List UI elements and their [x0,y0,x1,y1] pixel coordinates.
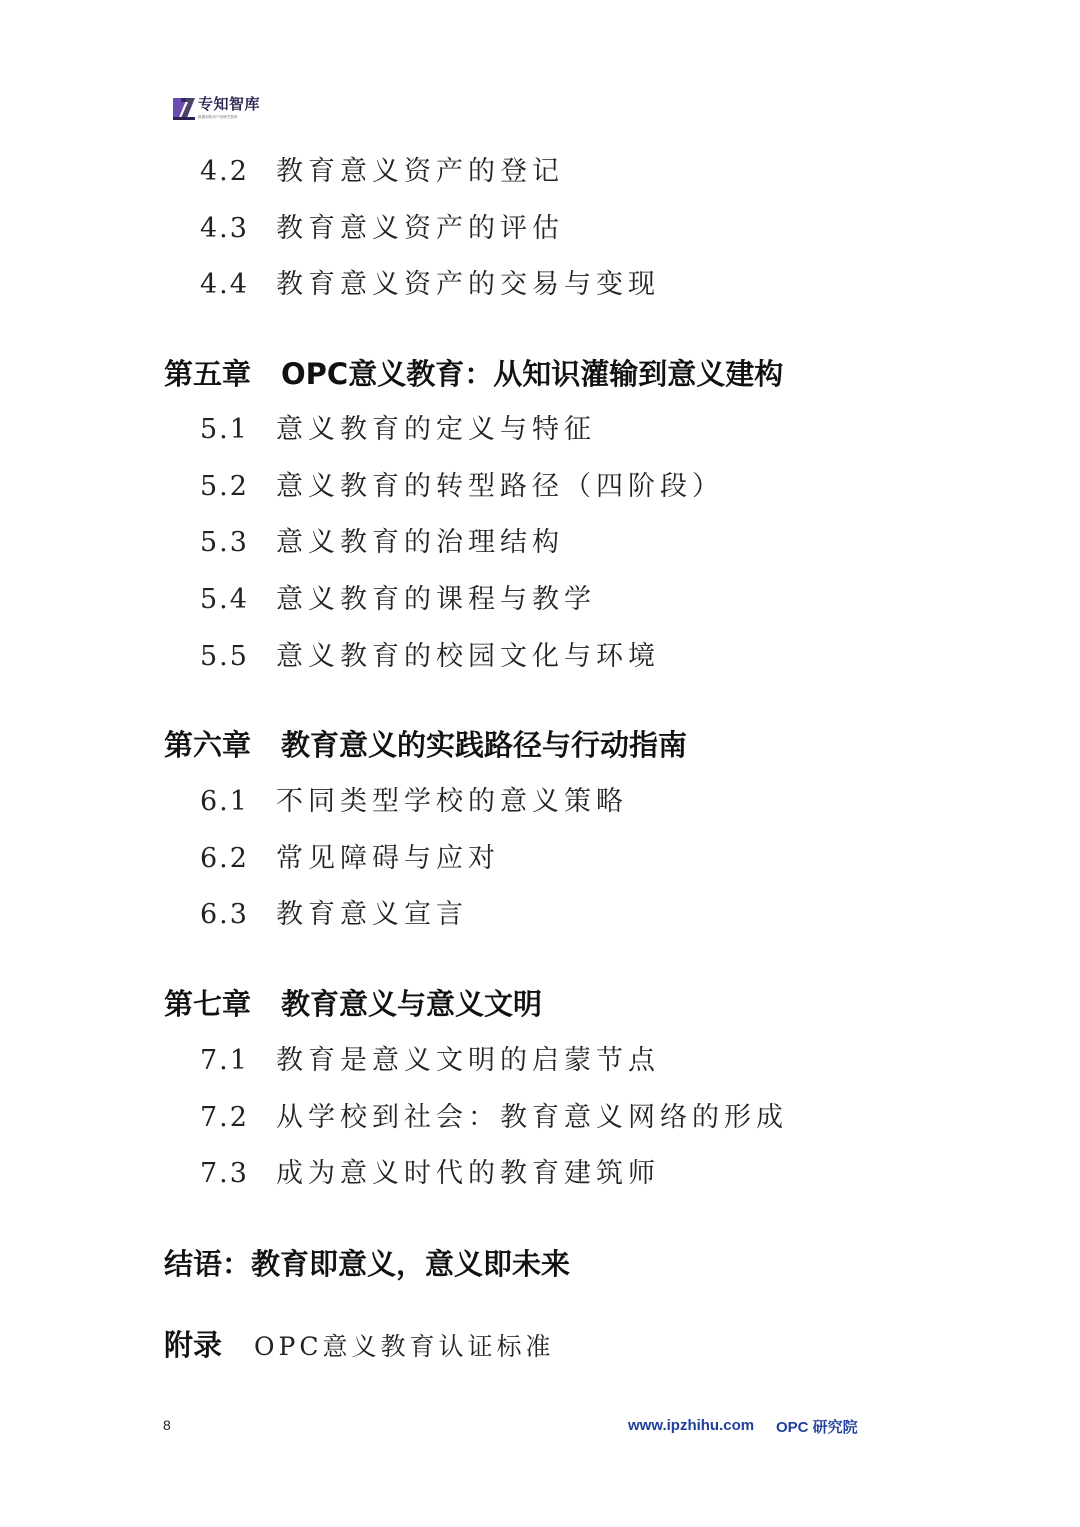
section-title: 教育是意义文明的启蒙节点 [276,1045,660,1076]
section-title: 意义教育的校园文化与环境 [276,641,660,672]
toc-section-5-1[interactable] [200,413,596,447]
toc-section-7-1[interactable] [200,1044,660,1078]
section-number: 6.2 [200,843,249,874]
toc-conclusion[interactable]: 结语：教育即意义，意义即未来 [164,1247,571,1281]
section-number: 5.1 [200,414,249,445]
section-number: 5.2 [200,471,249,502]
toc-chapter-5[interactable] [164,356,783,392]
section-title: 教育意义资产的交易与变现 [276,269,660,300]
section-number: 4.4 [200,269,249,300]
toc-appendix[interactable] [164,1327,554,1368]
section-number: 5.3 [200,527,249,558]
toc-chapter-7[interactable] [164,986,542,1022]
chapter-title: 教育意义与意义文明 [281,987,543,1021]
section-number: 7.2 [200,1102,249,1133]
section-title: 意义教育的转型路径（四阶段） [276,471,724,502]
chapter-number: 第五章 [164,357,252,391]
section-title: 教育意义资产的登记 [276,156,564,187]
section-title: 常见障碍与应对 [276,843,500,874]
logo-subtitle: 数据和知识产权研究智库 [198,115,238,119]
toc-section-4-3[interactable] [200,212,564,246]
toc-section-4-4[interactable] [200,268,660,302]
section-number: 5.4 [200,584,249,615]
toc-section-5-5[interactable] [200,640,660,674]
section-number: 4.3 [200,213,249,244]
page-number: 8 [163,1417,171,1433]
section-title: 教育意义资产的评估 [276,213,564,244]
chapter-number: 第七章 [164,987,252,1021]
toc-section-6-1[interactable] [200,785,628,819]
footer-organization: OPC 研究院 [776,1419,858,1436]
section-number: 6.3 [200,899,249,930]
toc-section-5-2[interactable] [200,470,724,504]
chapter-title: 教育意义的实践路径与行动指南 [281,728,688,762]
toc-section-4-2[interactable] [200,155,564,189]
toc-section-7-2[interactable] [200,1101,788,1135]
section-title: 教育意义宣言 [276,899,468,930]
toc-section-5-4[interactable] [200,583,596,617]
section-number: 4.2 [200,156,249,187]
section-number: 6.1 [200,786,249,817]
logo-title: 专知智库 [198,95,261,113]
chapter-title: OPC意义教育：从知识灌输到意义建构 [281,357,784,391]
appendix-title: OPC意义教育认证标准 [254,1332,555,1361]
toc-section-6-3[interactable] [200,898,468,932]
footer-website-link[interactable]: www.ipzhihu.com [628,1417,755,1434]
section-title: 不同类型学校的意义策略 [276,786,628,817]
section-number: 5.5 [200,641,249,672]
section-title: 意义教育的治理结构 [276,527,564,558]
section-number: 7.3 [200,1158,249,1189]
section-title: 从学校到社会：教育意义网络的形成 [276,1102,788,1133]
toc-section-6-2[interactable] [200,842,500,876]
section-title: 意义教育的定义与特征 [276,414,596,445]
toc-chapter-6[interactable] [164,727,687,763]
toc-section-5-3[interactable] [200,526,564,560]
section-number: 7.1 [200,1045,249,1076]
chapter-number: 第六章 [164,728,252,762]
appendix-label: 附录 [164,1328,223,1362]
section-title: 意义教育的课程与教学 [276,584,596,615]
toc-section-7-3[interactable] [200,1157,660,1191]
section-title: 成为意义时代的教育建筑师 [276,1158,660,1189]
